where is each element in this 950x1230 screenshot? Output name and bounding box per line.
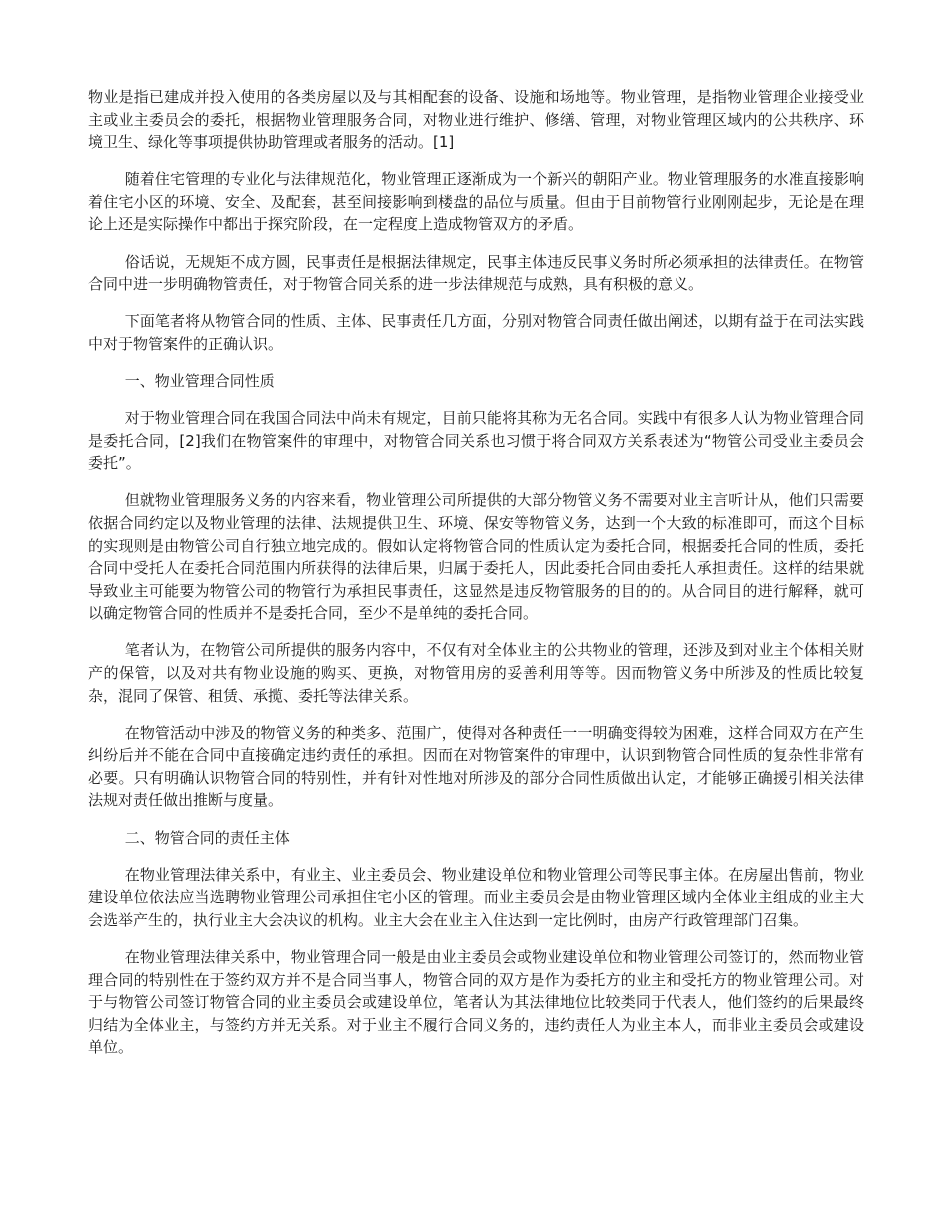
paragraph-service-obligations: 但就物业管理服务义务的内容来看，物业管理公司所提供的大部分物管义务不需要对业主言听计从，他们只需要依据合同约定以及物业管理的法律、法规提供卫生、环境、保安等物管义务，达到一个大致的标准即可，而这个目标的实现则是由物管公司自行独立地完成的。假如认定将物管合同的性质认定为委托合同，根据委托合同的性质，委托合同中受托人在委托合同范围内所获得的法律后果，归属于委托人，因此委托合同由委托人承担责任。这样的结果就导致业主可能要为物管公司的物管行为承担民事责任，这显然是违反物管服务的目的的。从合同目的进行解释，就可以确定物管合同的性质并不是委托合同，至少不是单纯的委托合同。 xyxy=(88,491,864,623)
paragraph-outline: 下面笔者将从物管合同的性质、主体、民事责任几方面，分别对物管合同责任做出阐述，以期有益于在司法实践中对于物管案件的正确认识。 xyxy=(88,312,864,353)
paragraph-contract-signatories: 在物业管理法律关系中，物业管理合同一般是由业主委员会或物业建设单位和物业管理公司签订的，然而物业管理合同的特别性在于签约双方并不是合同当事人，物管合同的双方是作为委托方的业主和受托方的物业管理公司。对于与物管公司签订物管合同的业主委员会或建设单位，笔者认为其法律地位比较类同于代表人，他们签约的后果最终归结为全体业主，与签约方并无关系。对于业主不履行合同义务的，违约责任人为业主本人，而非业主委员会或建设单位。 xyxy=(88,947,864,1057)
paragraph-legal-parties: 在物业管理法律关系中，有业主、业主委员会、物业建设单位和物业管理公司等民事主体。在房屋出售前，物业建设单位依法应当选聘物业管理公司承担住宅小区的管理。而业主委员会是由物业管理区域内全体业主组成的业主大会选举产生的，执行业主大会决议的机构。业主大会在业主入住达到一定比例时，由房产行政管理部门召集。 xyxy=(88,865,864,929)
paragraph-property-definition: 物业是指已建成并投入使用的各类房屋以及与其相配套的设备、设施和场地等。物业管理，是指物业管理企业接受业主或业主委员会的委托，根据物业管理服务合同，对物业进行维护、修缮、管理，对物业管理区域内的公共秩序、环境卫生、绿化等事项提供协助管理或者服务的活动。[1] xyxy=(88,88,864,152)
document-body xyxy=(88,86,864,1073)
paragraph-civil-liability: 俗话说，无规矩不成方圆，民事责任是根据法律规定，民事主体违反民事义务时所必须承担的法律责任。在物管合同中进一步明确物管责任，对于物管合同关系的进一步法律规范与成熟，具有积极的意义。 xyxy=(88,252,864,294)
paragraph-unnamed-contract: 对于物业管理合同在我国合同法中尚未有规定，目前只能将其称为无名合同。实践中有很多人认为物业管理合同是委托合同，[2]我们在物管案件的审理中，对物管合同关系也习惯于将合同双方关系表述为“物管公司受业主委员会委托”。 xyxy=(88,409,864,473)
paragraph-complexity: 在物管活动中涉及的物管义务的种类多、范围广，使得对各种责任一一明确变得较为困难，这样合同双方在产生纠纷后并不能在合同中直接确定违约责任的承担。因而在对物管案件的审理中，认识到物管合同性质的复杂性非常有必要。只有明确认识物管合同的特别性，并有针对性地对所涉及的部分合同性质做出认定，才能够正确援引相关法律法规对责任做出推断与度量。 xyxy=(88,723,864,810)
section-heading-liability-subject: 二、物管合同的责任主体 xyxy=(124,828,290,847)
paragraph-industry-development: 随着住宅管理的专业化与法律规范化，物业管理正逐渐成为一个新兴的朝阳产业。物业管理服务的水准直接影响着住宅小区的环境、安全、及配套，甚至间接影响到楼盘的品位与质量。但由于目前物管行业刚刚起步，无论是在理论上还是实际操作中都出于探究阶段，在一定程度上造成物管双方的矛盾。 xyxy=(88,170,864,234)
section-heading-contract-nature: 一、物业管理合同性质 xyxy=(124,371,275,390)
paragraph-author-view: 笔者认为，在物管公司所提供的服务内容中，不仅有对全体业主的公共物业的管理，还涉及到对业主个体相关财产的保管，以及对共有物业设施的购买、更换，对物管用房的妥善利用等等。因而物管义务中所涉及的性质比较复杂，混同了保管、租赁、承揽、委托等法律关系。 xyxy=(88,641,864,705)
